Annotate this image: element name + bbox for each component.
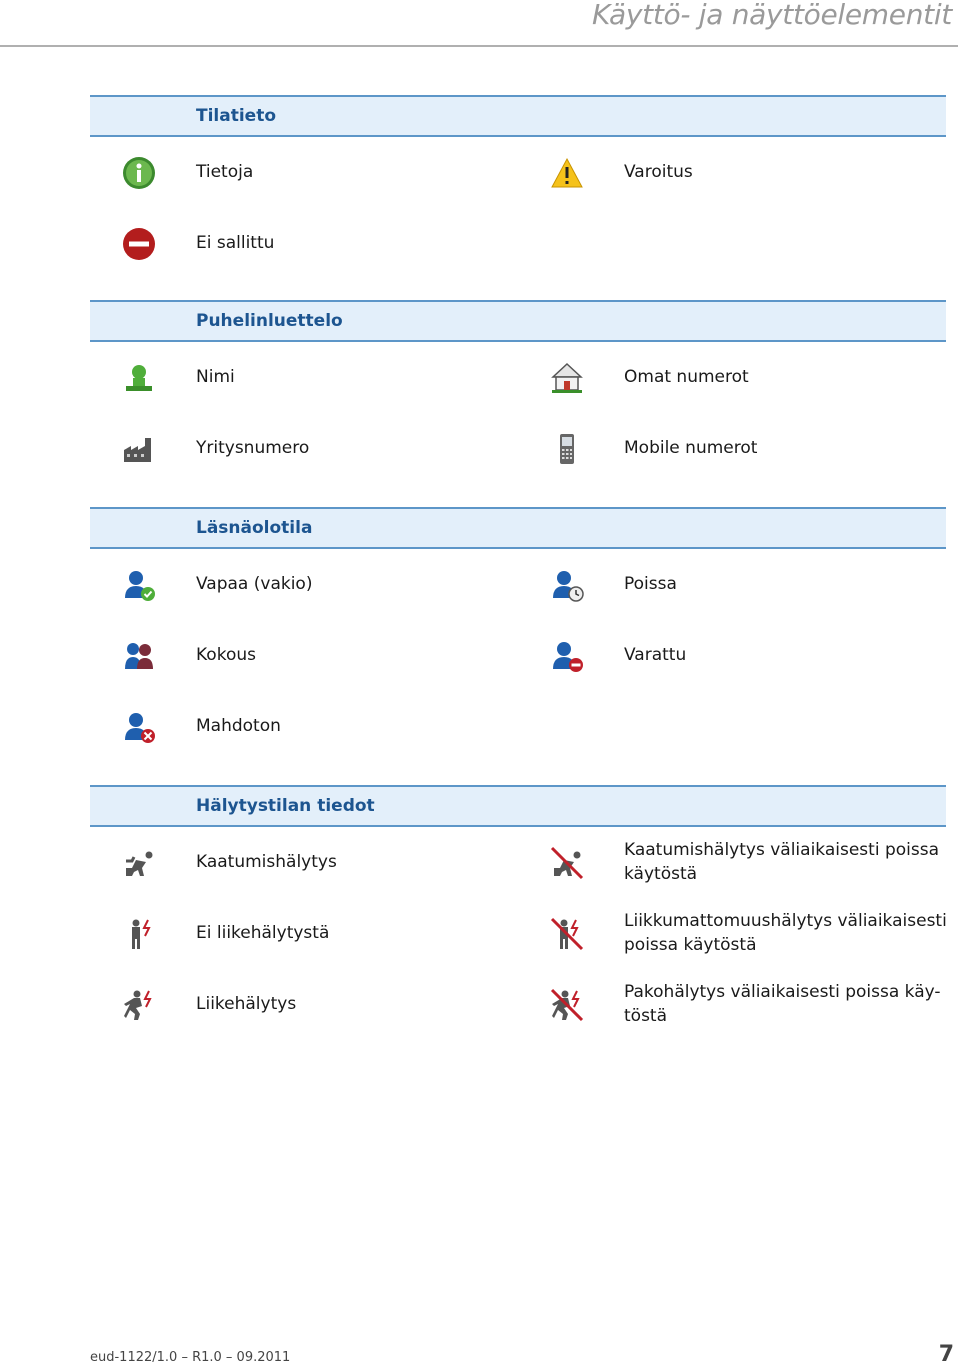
mobile-phone-icon [550, 432, 584, 466]
label-line: käytöstä [624, 864, 698, 884]
presence-away-icon [550, 568, 584, 602]
label-fall-alarm-disabled [624, 838, 939, 886]
presence-unavailable-icon [122, 710, 156, 744]
label-available: Vapaa (vakio) [196, 574, 313, 594]
page-number: 7 [938, 1342, 954, 1367]
label-line: Pakohälytys väliaikaisesti poissa käy- [624, 982, 941, 1002]
section-heading: Tilatieto [196, 106, 277, 126]
label-busy: Varattu [624, 645, 687, 665]
page-title: Käyttö- ja näyttöelementit [591, 0, 952, 31]
warning-icon [550, 156, 584, 190]
section-header-tilatieto [90, 95, 946, 137]
label-forbidden: Ei sallittu [196, 233, 275, 253]
fall-alarm-disabled-icon [550, 846, 584, 880]
label-own-numbers: Omat numerot [624, 367, 749, 387]
presence-meeting-icon [122, 639, 156, 673]
fall-alarm-icon [122, 846, 156, 880]
label-line: Kaatumishälytys väliaikaisesti poissa [624, 840, 939, 860]
section-header-lasnaolotila [90, 507, 946, 549]
label-escape-alarm-disabled [624, 980, 941, 1028]
presence-busy-icon [550, 639, 584, 673]
label-company: Yritysnumero [196, 438, 310, 458]
document-id: eud-1122/1.0 – R1.0 – 09.2011 [90, 1350, 291, 1365]
forbidden-icon [122, 227, 156, 261]
section-heading: Puhelinluettelo [196, 311, 343, 331]
label-warning: Varoitus [624, 162, 693, 182]
presence-available-icon [122, 568, 156, 602]
label-line: poissa käytöstä [624, 935, 757, 955]
info-icon [122, 156, 156, 190]
label-line: Liikkumattomuushälytys väliaikaisesti [624, 911, 947, 931]
motion-alarm-icon [122, 988, 156, 1022]
label-no-motion-alarm-disabled [624, 909, 947, 957]
label-no-motion-alarm: Ei liikehälytystä [196, 923, 330, 943]
label-name: Nimi [196, 367, 235, 387]
title-divider [0, 45, 958, 47]
no-motion-alarm-disabled-icon [550, 917, 584, 951]
section-header-puhelinluettelo [90, 300, 946, 342]
label-line: töstä [624, 1006, 668, 1026]
home-icon [550, 361, 584, 395]
label-away: Poissa [624, 574, 677, 594]
label-meeting: Kokous [196, 645, 256, 665]
label-info: Tietoja [196, 162, 254, 182]
section-heading: Hälytystilan tiedot [196, 796, 375, 816]
section-header-halytystila [90, 785, 946, 827]
label-fall-alarm: Kaatumishälytys [196, 852, 337, 872]
person-icon [122, 361, 156, 395]
label-mobile: Mobile numerot [624, 438, 758, 458]
escape-alarm-disabled-icon [550, 988, 584, 1022]
factory-icon [122, 432, 156, 466]
label-unavailable: Mahdoton [196, 716, 281, 736]
section-heading: Läsnäolotila [196, 518, 313, 538]
no-motion-alarm-icon [122, 917, 156, 951]
label-motion-alarm: Liikehälytys [196, 994, 297, 1014]
